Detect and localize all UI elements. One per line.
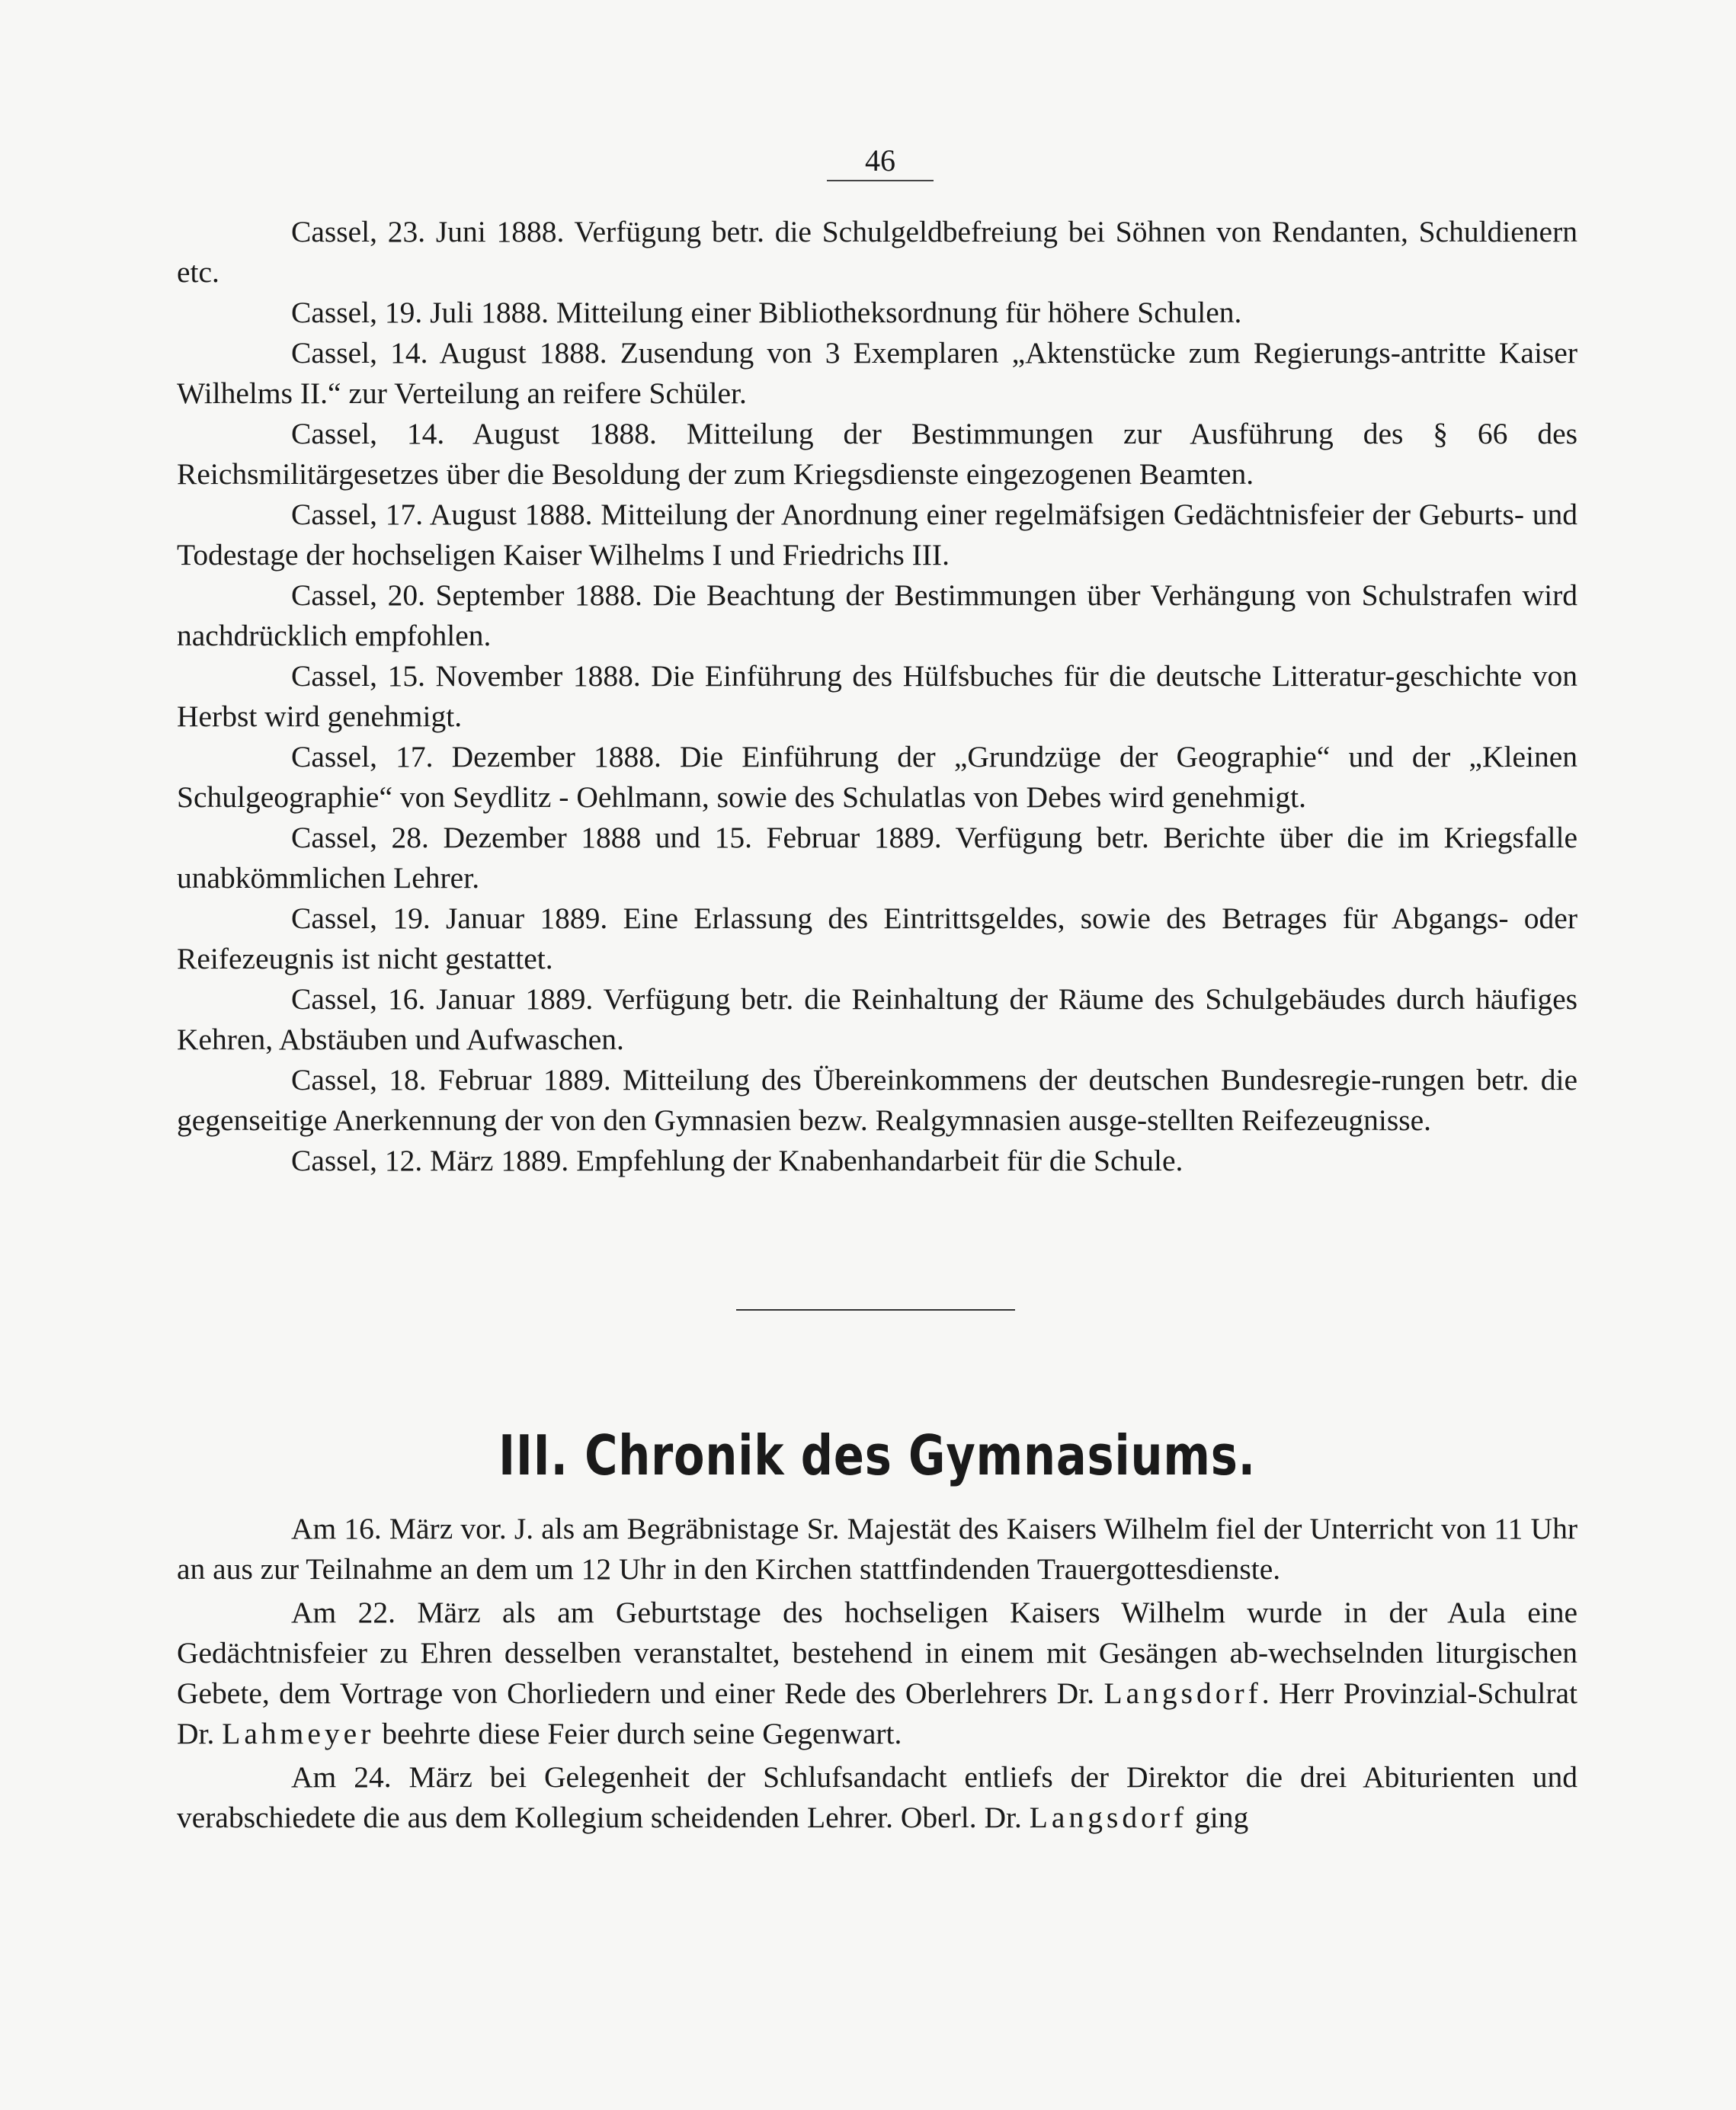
- paragraph-text: beehrte diese Feier durch seine Gegenwart.: [374, 1717, 902, 1750]
- chronik-paragraph: [177, 1757, 1577, 1838]
- section-heading: III. Chronik des Gymnasiums.: [498, 1423, 1256, 1487]
- paragraph-text: Am 22. März als am Geburtstage des hochseligen Kaisers Wilhelm wurde in der Aula eine Gedächtnisfeier zu Ehren desselben veranstaltet, bestehend in einem mit Gesängen ab-wechselnden liturgischen Gebete, dem Vortrage von Chorliedern und einer Rede des Oberlehrers Dr.: [177, 1596, 1577, 1710]
- decree-list: [177, 212, 1577, 1181]
- page-number: 46: [827, 143, 934, 181]
- spaced-name: Langsdorf: [1029, 1801, 1188, 1834]
- decree-entry: Cassel, 17. Dezember 1888. Die Einführung der „Grundzüge der Geographie“ und der „Kleinen Schulgeographie“ von Seydlitz - Oehlmann, sowie des Schulatlas von Debes wird genehmigt.: [177, 740, 1577, 814]
- decree-entry: Cassel, 14. August 1888. Mitteilung der Bestimmungen zur Ausführung des § 66 des Reichsmilitärgesetzes über die Besoldung der zum Kriegsdienste eingezogenen Beamten.: [177, 417, 1577, 491]
- decree-entry: Cassel, 19. Juli 1888. Mitteilung einer Bibliotheksordnung für höhere Schulen.: [291, 296, 1242, 329]
- decree-entry: Cassel, 15. November 1888. Die Einführung des Hülfsbuches für die deutsche Litteratur-geschichte von Herbst wird genehmigt.: [177, 659, 1577, 733]
- section-divider: [736, 1309, 1015, 1311]
- decree-entry: Cassel, 28. Dezember 1888 und 15. Februar 1889. Verfügung betr. Berichte über die im Kriegsfalle unabkömmlichen Lehrer.: [177, 821, 1577, 895]
- paragraph-text: ging: [1187, 1801, 1249, 1834]
- chronik-paragraph: [177, 1593, 1577, 1754]
- decree-entry: Cassel, 14. August 1888. Zusendung von 3 Exemplaren „Aktenstücke zum Regierungs-antritte Kaiser Wilhelms II.“ zur Verteilung an reifere Schüler.: [177, 336, 1577, 410]
- decree-entry: Cassel, 19. Januar 1889. Eine Erlassung des Eintrittsgeldes, sowie des Betrages für Abgangs- oder Reifezeugnis ist nicht gestattet.: [177, 901, 1577, 975]
- chronik-paragraph: Am 16. März vor. J. als am Begräbnistage Sr. Majestät des Kaisers Wilhelm fiel der Unterricht von 11 Uhr an aus zur Teilnahme an dem um 12 Uhr in den Kirchen stattfindenden Trauergottesdienste.: [177, 1512, 1577, 1586]
- decree-entry: Cassel, 20. September 1888. Die Beachtung der Bestimmungen über Verhängung von Schulstrafen wird nachdrücklich empfohlen.: [177, 578, 1577, 652]
- decree-entry: Cassel, 18. Februar 1889. Mitteilung des Übereinkommens der deutschen Bundesregie-rungen betr. die gegenseitige Anerkennung der von den Gymnasien bezw. Realgymnasien ausge-stellten Reifezeugnisse.: [177, 1063, 1577, 1137]
- spaced-name: Langsdorf: [1103, 1676, 1262, 1710]
- paragraph-text: . Herr Provinzial-Schulrat Dr.: [177, 1676, 1577, 1750]
- decree-entry: Cassel, 17. August 1888. Mitteilung der Anordnung einer regelmäfsigen Gedächtnisfeier der Geburts- und Todestage der hochseligen Kaiser Wilhelms I und Friedrichs III.: [177, 498, 1577, 572]
- paragraph-text: Am 24. März bei Gelegenheit der Schlufsandacht entliefs der Direktor die drei Abiturienten und verabschiedete die aus dem Kollegium scheidenden Lehrer. Oberl. Dr.: [177, 1760, 1577, 1834]
- decree-entry: Cassel, 23. Juni 1888. Verfügung betr. die Schulgeldbefreiung bei Söhnen von Rendanten, Schuldienern etc.: [177, 215, 1577, 289]
- spaced-name: Lahmeyer: [222, 1717, 375, 1750]
- chronik-body: [177, 1509, 1577, 1838]
- decree-entry: Cassel, 12. März 1889. Empfehlung der Knabenhandarbeit für die Schule.: [291, 1144, 1183, 1177]
- decree-entry: Cassel, 16. Januar 1889. Verfügung betr. die Reinhaltung der Räume des Schulgebäudes durch häufiges Kehren, Abstäuben und Aufwaschen.: [177, 982, 1577, 1056]
